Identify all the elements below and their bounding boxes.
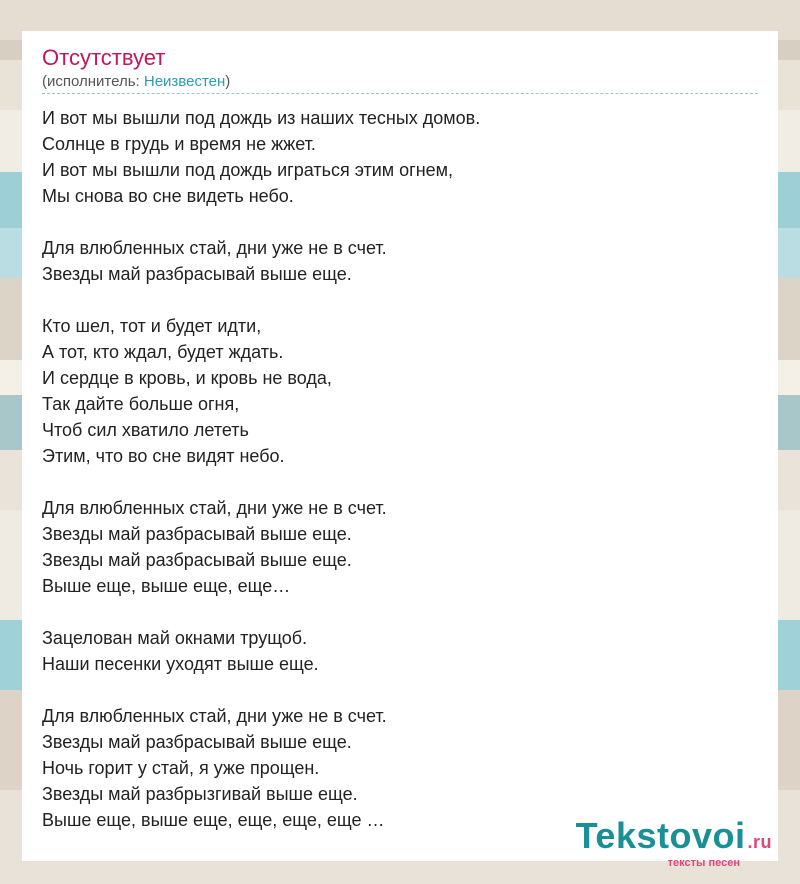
artist-suffix: ) [225, 73, 231, 90]
lyric-line: И сердце в кровь, и кровь не вода, [42, 368, 332, 388]
site-logo[interactable] [576, 817, 772, 869]
logo-tagline: тексты песен [667, 857, 740, 869]
lyric-line: Для влюбленных стай, дни уже не в счет. [42, 706, 387, 726]
lyric-line: И вот мы вышли под дождь из наших тесных домов. [42, 108, 481, 128]
lyric-line: Звезды май разбрасывай выше еще. [42, 524, 352, 544]
artist-link[interactable]: Неизвестен [143, 73, 226, 90]
logo-tld: .ru [747, 832, 772, 852]
lyric-line: Звезды май разбрызгивай выше еще. [42, 784, 358, 804]
lyrics-stanza [42, 235, 758, 287]
lyric-line: И вот мы вышли под дождь играться этим огнем, [42, 160, 454, 180]
lyric-line: Чтоб сил хватило лететь [42, 420, 249, 440]
artist-line [42, 72, 230, 92]
lyric-line: Так дайте больше огня, [42, 394, 240, 414]
lyrics-stanza [42, 313, 758, 469]
logo-wordmark [576, 817, 772, 861]
lyric-line: Наши песенки уходят выше еще. [42, 654, 319, 674]
lyric-line: Звезды май разбрасывай выше еще. [42, 550, 352, 570]
lyric-line: Для влюбленных стай, дни уже не в счет. [42, 498, 387, 518]
lyrics-body [42, 105, 758, 859]
lyric-line: Выше еще, выше еще, еще… [42, 576, 291, 596]
lyric-line: Зацелован май окнами трущоб. [42, 628, 308, 648]
logo-name: Tekstovoi [575, 815, 746, 856]
lyric-line: Звезды май разбрасывай выше еще. [42, 732, 352, 752]
song-title: Отсутствует [42, 45, 166, 70]
lyric-line: Солнце в грудь и время не жжет. [42, 134, 316, 154]
lyric-line: Мы снова во сне видеть небо. [42, 186, 294, 206]
lyrics-stanza [42, 625, 758, 677]
lyrics-stanza [42, 703, 758, 833]
lyrics-card [22, 31, 778, 861]
lyric-line: А тот, кто ждал, будет ждать. [42, 342, 284, 362]
lyric-line: Этим, что во сне видят небо. [42, 446, 285, 466]
title-divider [42, 93, 758, 94]
lyric-line: Для влюбленных стай, дни уже не в счет. [42, 238, 387, 258]
lyric-line: Кто шел, тот и будет идти, [42, 316, 262, 336]
artist-prefix: (исполнитель: [42, 73, 144, 90]
lyrics-stanza [42, 495, 758, 599]
lyric-line: Выше еще, выше еще, еще, еще, еще … [42, 810, 385, 830]
lyric-line: Ночь горит у стай, я уже прощен. [42, 758, 320, 778]
lyrics-stanza [42, 105, 758, 209]
lyric-line: Звезды май разбрасывай выше еще. [42, 264, 352, 284]
